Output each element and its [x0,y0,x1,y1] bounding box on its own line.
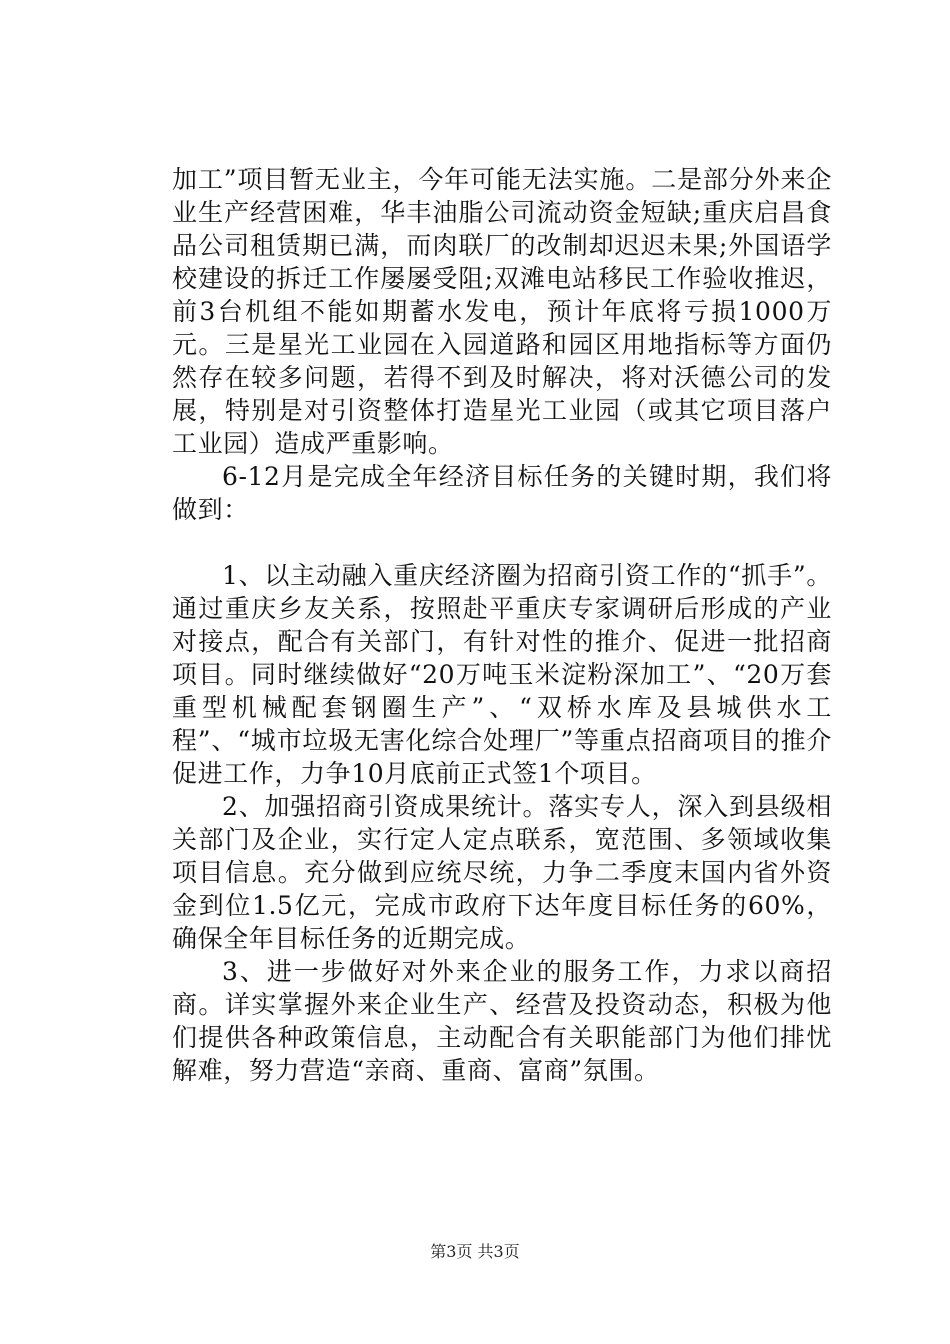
document-body [172,163,832,1087]
paragraph-measure-1: 1、以主动融入重庆经济圈为招商引资工作的“抓手”。通过重庆乡友关系，按照赴平重庆专家调研后形成的产业对接点，配合有关部门，有针对性的推介、促进一批招商项目。同时继续做好“20万吨玉米淀粉深加工”、“20万套重型机械配套钢圈生产”、“双桥水库及县城供水工程”、“城市垃圾无害化综合处理厂”等重点招商项目的推介促进工作，力争10月底前正式签1个项目。 [172,561,832,788]
paragraph-measure-3: 3、进一步做好对外来企业的服务工作，力求以商招商。详实掌握外来企业生产、经营及投资动态，积极为他们提供各种政策信息，主动配合有关职能部门为他们排忧解难，努力营造“亲商、重商、富商”氛围。 [172,957,832,1085]
paragraph-plan-intro: 6-12月是完成全年经济目标任务的关键时期，我们将做到： [172,462,832,524]
paragraph-problems-continued: 加工”项目暂无业主，今年可能无法实施。二是部分外来企业生产经营困难，华丰油脂公司流动资金短缺;重庆启昌食品公司租赁期已满，而肉联厂的改制却迟迟未果;外国语学校建设的拆迁工作屡屡受阻;双滩电站移民工作验收推迟，前3台机组不能如期蓄水发电，预计年底将亏损1000万元。三是星光工业园在入园道路和园区用地指标等方面仍然存在较多问题，若得不到及时解决，将对沃德公司的发展，特别是对引资整体打造星光工业园（或其它项目落户工业园）造成严重影响。 [172,165,832,458]
paragraph-measure-2: 2、加强招商引资成果统计。落实专人，深入到县级相关部门及企业，实行定人定点联系，宽范围、多领域收集项目信息。充分做到应统尽统，力争二季度末国内省外资金到位1.5亿元，完成市政府下达年度目标任务的60%，确保全年目标任务的近期完成。 [172,792,832,953]
paragraph-spacer [172,526,832,559]
page-footer: 第3页 共3页 [430,1242,520,1261]
